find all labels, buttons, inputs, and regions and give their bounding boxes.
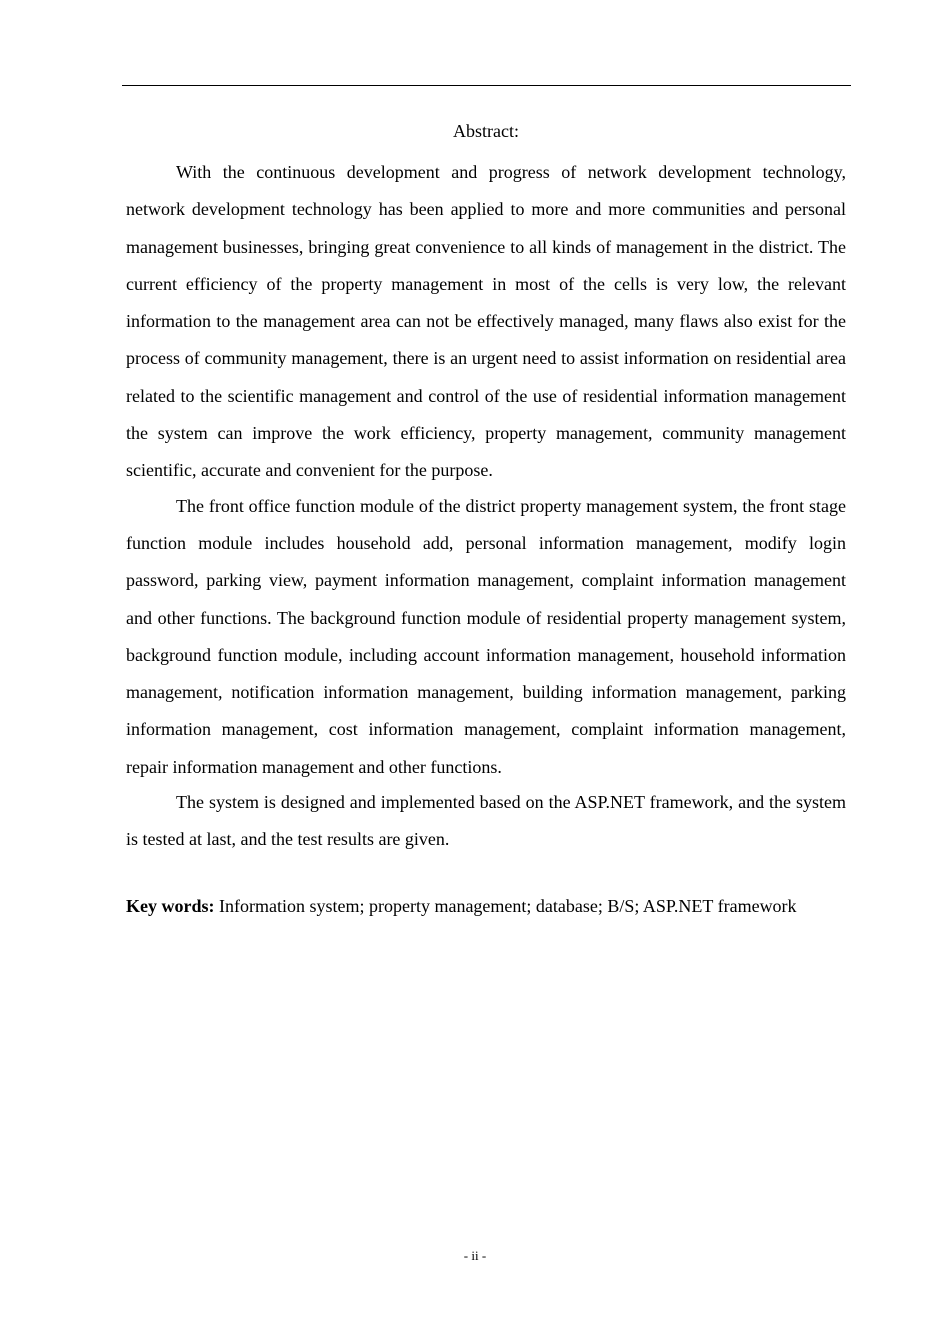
page-number: - ii - (463, 1248, 487, 1263)
abstract-paragraph-3: The system is designed and implemented based on the ASP.NET framework, and the system is tested at last, and the test results are given. (126, 792, 846, 850)
header-rule (122, 85, 851, 86)
abstract-heading: Abstract: (453, 121, 519, 141)
abstract-paragraph-2: The front office function module of the district property management system, the front stage function module includes household add, personal information management, modify login password, parking view, payment information management, complaint information management and other functions. The background function module of residential property management system, background function module, including account information management, household information management, notification information management, building information management, parking information management, cost information management, complaint information management, repair information management and other functions. (126, 495, 846, 777)
abstract-section (126, 117, 846, 925)
keywords-text: Information system; property management; database; B/S; ASP.NET framework (214, 895, 797, 916)
keywords-label: Key words: (126, 895, 215, 916)
abstract-paragraph-1: With the continuous development and progress of network development technology, network development technology has been applied to more and more communities and personal management businesses, bringing great convenience to all kinds of management in the district. The current efficiency of the property management in most of the cells is very low, the relevant information to the management area can not be effectively managed, many flaws also exist for the process of community management, there is an urgent need to assist information on residential area related to the scientific management and control of the use of residential information management the system can improve the work efficiency, property management, community management scientific, accurate and convenient for the purpose. (126, 162, 846, 481)
keywords-line (126, 888, 846, 925)
